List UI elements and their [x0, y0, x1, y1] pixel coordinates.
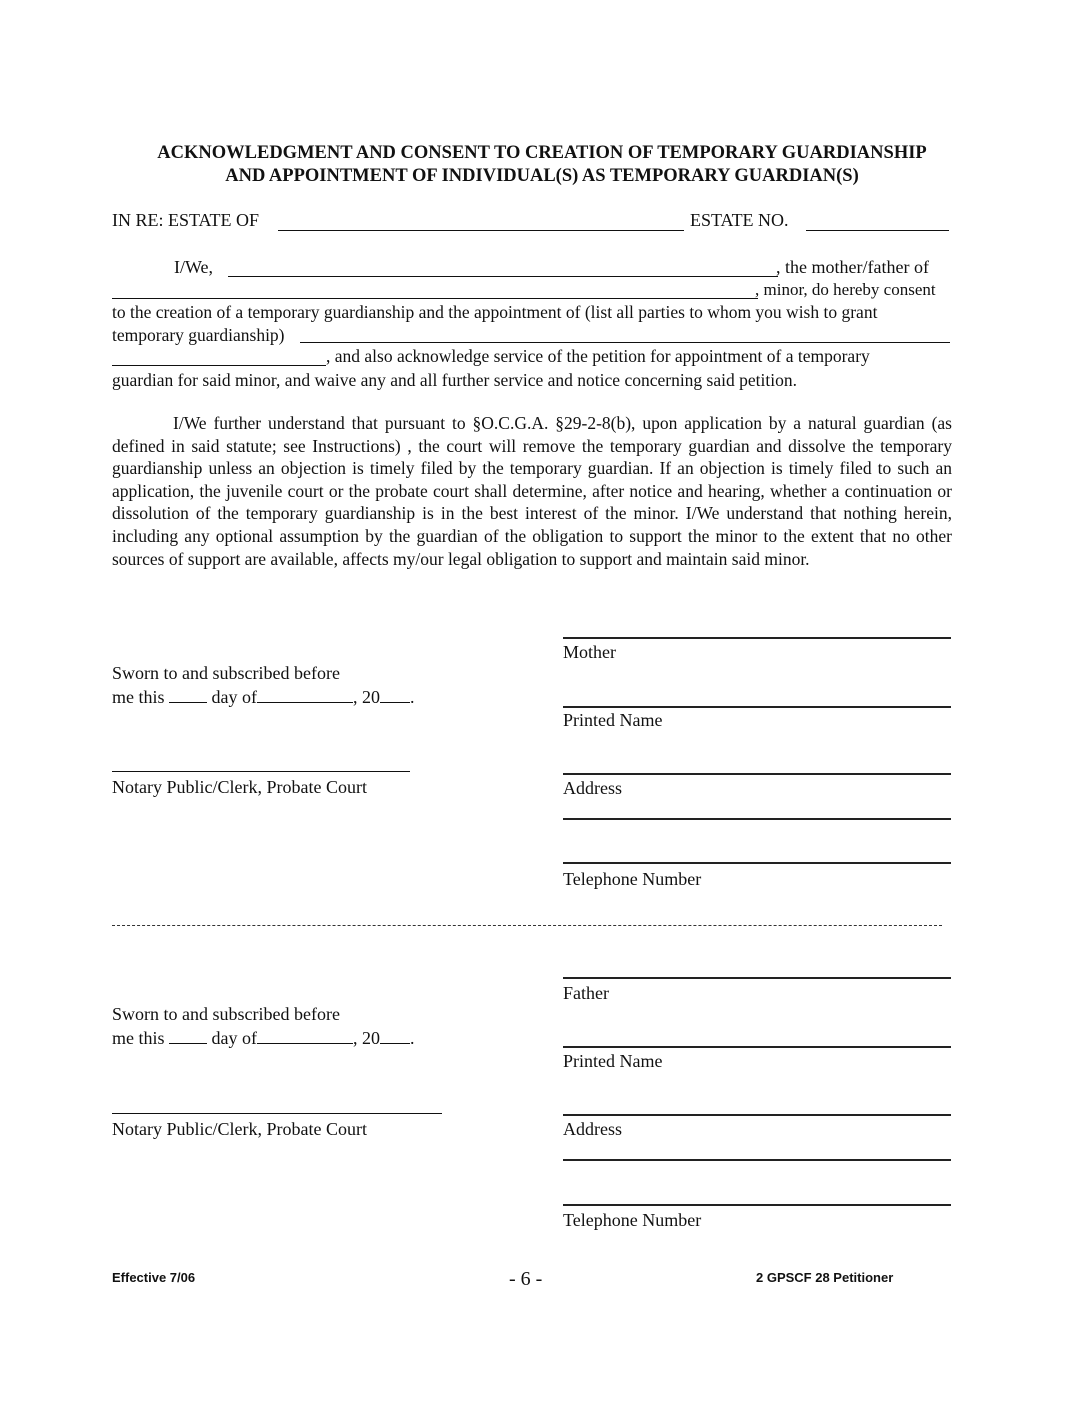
- estate-no-label: ESTATE NO.: [690, 210, 789, 230]
- mother-father-of-text: , the mother/father of: [776, 257, 929, 277]
- period-text: .: [409, 687, 415, 707]
- form-title-line-2: AND APPOINTMENT OF INDIVIDUAL(S) AS TEMPORARY GUARDIAN(S): [225, 166, 859, 186]
- father-notary-label: Notary Public/Clerk, Probate Court: [112, 1119, 367, 1139]
- father-signer-label: Father: [563, 983, 609, 1003]
- father-signature-line[interactable]: [563, 977, 951, 979]
- estate-no-field[interactable]: [806, 230, 949, 231]
- temporary-guardianship-text: temporary guardianship): [112, 325, 285, 345]
- minor-name-field[interactable]: [112, 298, 758, 299]
- form-title-line-1: ACKNOWLEDGMENT AND CONSENT TO CREATION OF TEMPORARY GUARDIANSHIP: [157, 143, 927, 163]
- mother-printed-name-line[interactable]: [563, 706, 951, 708]
- creation-line-text: to the creation of a temporary guardianship and the appointment of (list all parties to whom you wish to grant: [112, 302, 878, 322]
- father-printed-name-line[interactable]: [563, 1046, 951, 1048]
- father-date-line: [112, 1027, 414, 1049]
- mother-sworn-text: Sworn to and subscribed before: [112, 663, 340, 683]
- mother-date-line: [112, 686, 414, 708]
- mother-telephone-line[interactable]: [563, 862, 951, 864]
- day-field[interactable]: [169, 687, 207, 703]
- mother-printed-name-label: Printed Name: [563, 710, 663, 730]
- father-address-label: Address: [563, 1119, 622, 1139]
- mother-telephone-label: Telephone Number: [563, 869, 702, 889]
- father-printed-name-label: Printed Name: [563, 1051, 663, 1071]
- period-text: .: [409, 1028, 415, 1048]
- mother-signature-line[interactable]: [563, 637, 951, 639]
- guardian-parties-continued-field[interactable]: [112, 365, 326, 366]
- in-re-estate-label: IN RE: ESTATE OF: [112, 210, 260, 230]
- minor-consent-text: , minor, do hereby consent: [755, 280, 936, 299]
- father-telephone-label: Telephone Number: [563, 1210, 702, 1230]
- mother-address-line[interactable]: [563, 773, 951, 775]
- day-of-text: day of: [211, 687, 257, 707]
- year-field[interactable]: [380, 687, 410, 703]
- section-divider: [112, 925, 942, 926]
- me-this-text: me this: [112, 687, 165, 707]
- father-address-line[interactable]: [563, 1114, 951, 1116]
- day-field[interactable]: [169, 1028, 207, 1044]
- father-notary-signature-line[interactable]: [112, 1113, 442, 1114]
- year-field[interactable]: [380, 1028, 410, 1044]
- estate-name-field[interactable]: [278, 230, 684, 231]
- understanding-paragraph: I/We further understand that pursuant to §O.C.G.A. §29-2-8(b), upon application by a natural guardian (as defined in said statute; see Instructions) , the court will remove the temporary guardian and dissolve the temporary guardianship unless an objection is timely filed by the temporary guardian. If an objection is timely filed to such an application, the juvenile court or the probate court shall determine, after notice and hearing, whether a continuation or dissolution of the temporary guardianship is in the best interest of the minor. I/We understand that nothing herein, including any optional assumption by the guardian of the obligation to support the minor to the extent that no other sources of support are available, affects my/our legal obligation to support and maintain said minor.: [112, 413, 952, 569]
- acknowledge-service-text: , and also acknowledge service of the petition for appointment of a temporary: [326, 346, 870, 366]
- mother-address-line-2[interactable]: [563, 818, 951, 820]
- month-field[interactable]: [257, 687, 353, 703]
- year-prefix-text: , 20: [352, 687, 380, 707]
- father-telephone-line[interactable]: [563, 1204, 951, 1206]
- waive-notice-text: guardian for said minor, and waive any and all further service and notice concerning said petition.: [112, 370, 797, 390]
- father-address-line-2[interactable]: [563, 1159, 951, 1161]
- mother-notary-signature-line[interactable]: [112, 771, 410, 772]
- page-number: - 6 -: [509, 1268, 543, 1290]
- iwe-label: I/We,: [174, 257, 214, 277]
- mother-signer-label: Mother: [563, 642, 616, 662]
- mother-notary-label: Notary Public/Clerk, Probate Court: [112, 777, 367, 797]
- mother-address-label: Address: [563, 778, 622, 798]
- guardian-parties-field[interactable]: [300, 342, 950, 343]
- day-of-text: day of: [211, 1028, 257, 1048]
- form-id: 2 GPSCF 28 Petitioner: [756, 1270, 894, 1285]
- parent-names-field[interactable]: [228, 276, 778, 277]
- father-sworn-text: Sworn to and subscribed before: [112, 1004, 340, 1024]
- me-this-text: me this: [112, 1028, 165, 1048]
- effective-date: Effective 7/06: [112, 1270, 196, 1285]
- month-field[interactable]: [257, 1028, 353, 1044]
- year-prefix-text: , 20: [352, 1028, 380, 1048]
